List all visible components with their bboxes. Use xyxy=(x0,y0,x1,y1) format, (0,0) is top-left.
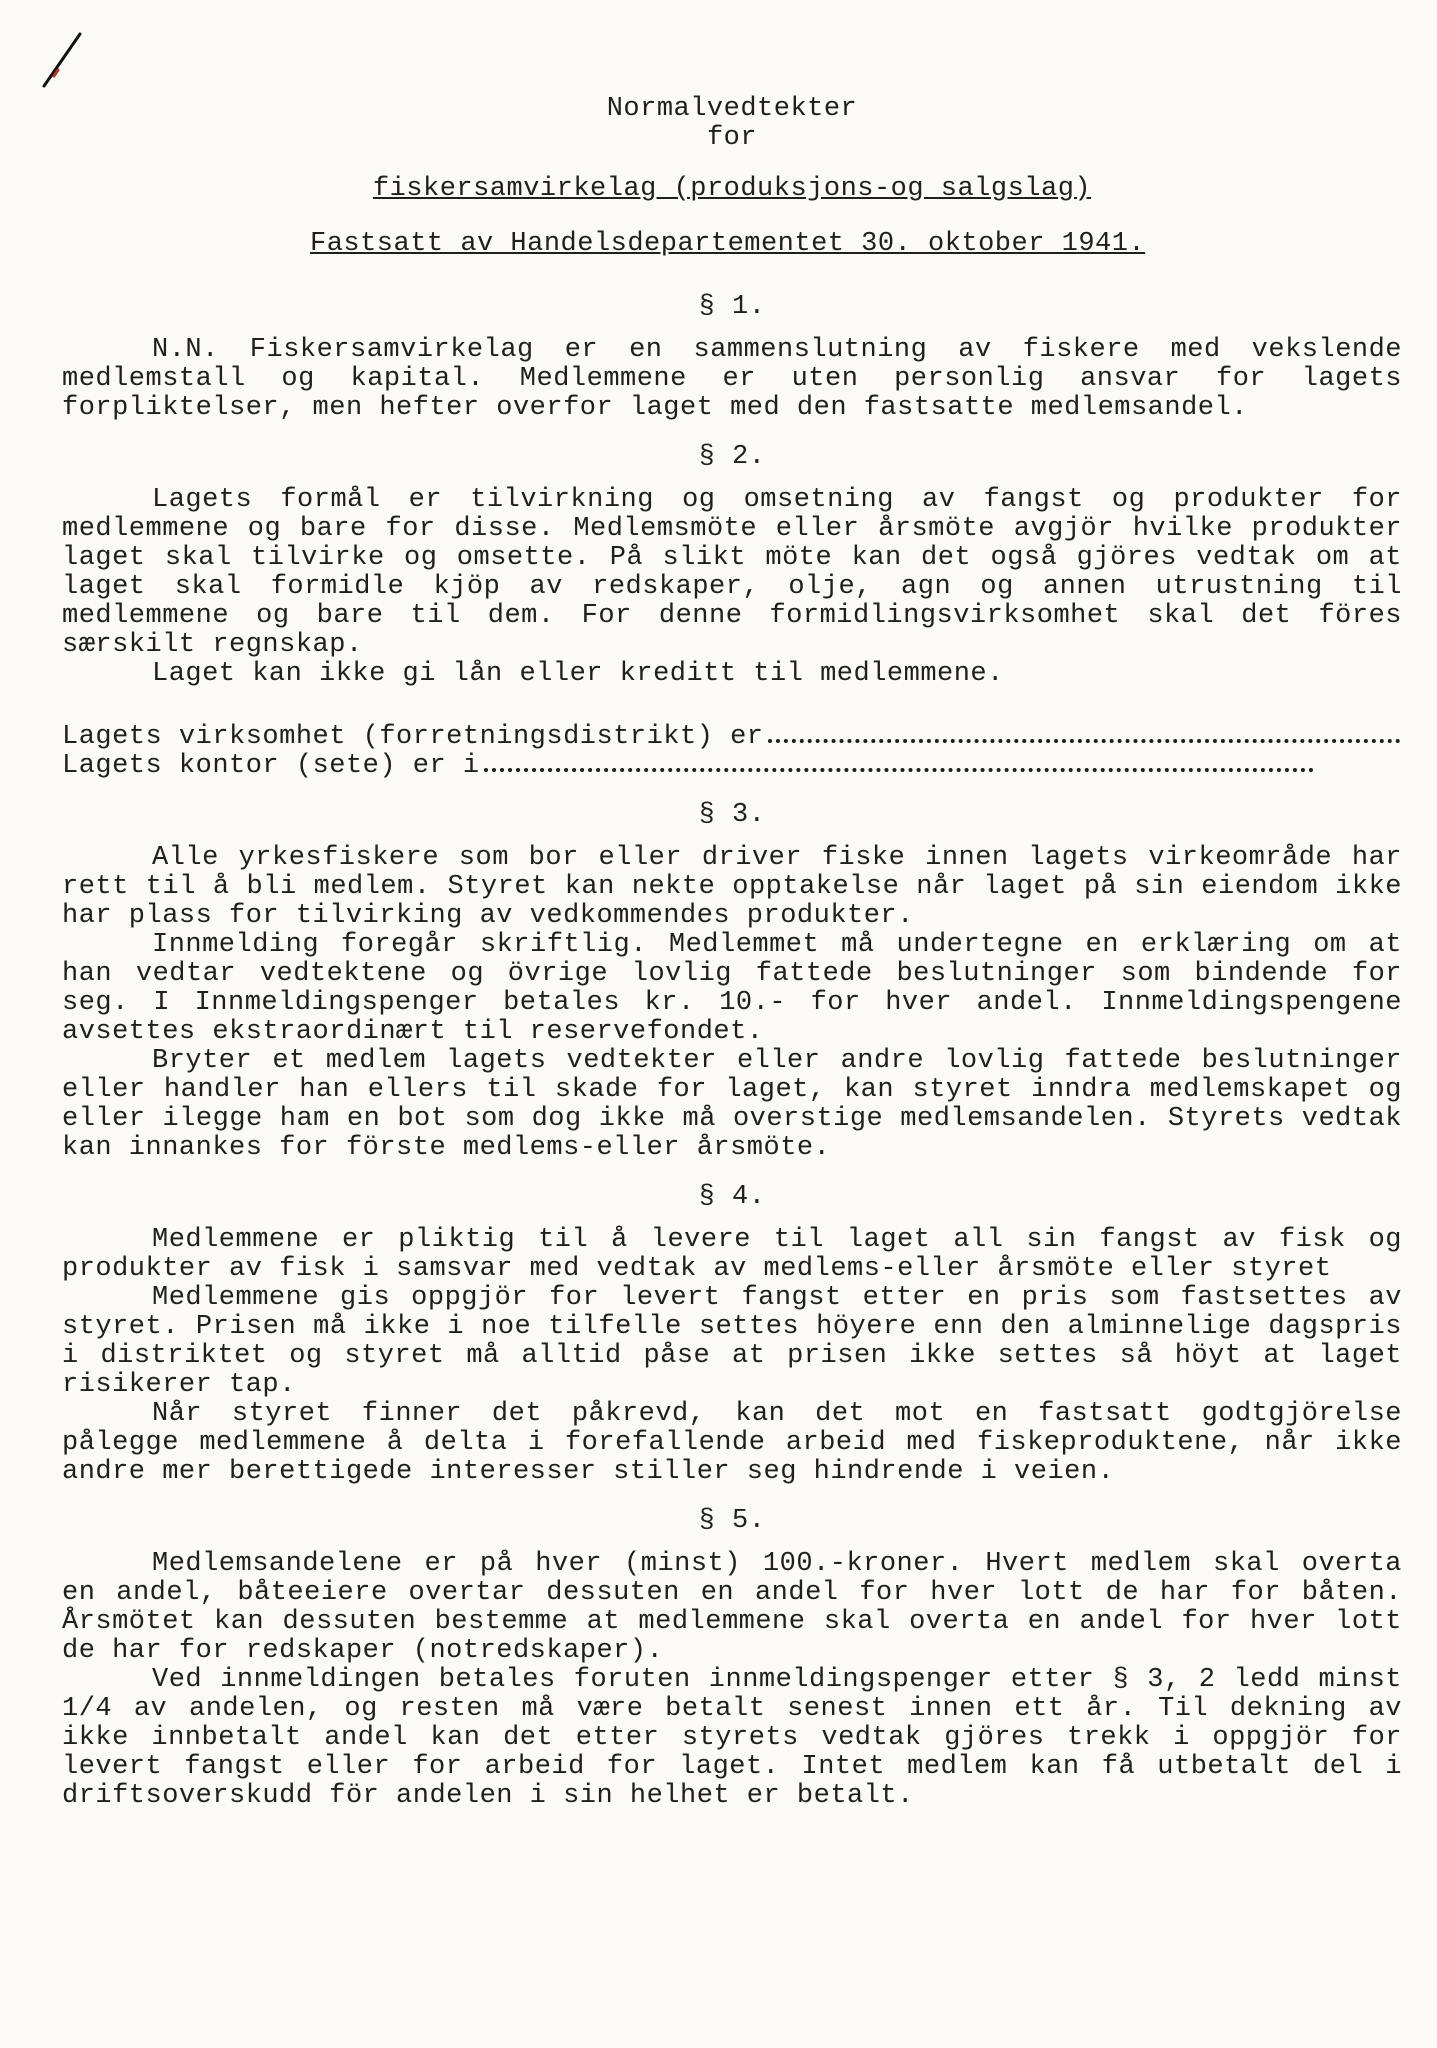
section-1-heading: § 1. xyxy=(698,292,766,322)
business-district-line xyxy=(62,723,1402,752)
section-2-heading: § 2. xyxy=(698,442,766,472)
section-3-paragraph-2: Innmelding foregår skriftlig. Medlemmet må undertegne en erklæring om at han vedtar vedtektene og övrige lovlig fattede beslutninger som bindende for seg. I Innmeldingspenger betales kr. 10.- for hver andel. Innmeldingspengene avsettes ekstraordinært til reservefondet. xyxy=(62,930,1402,1047)
office-seat-label: Lagets kontor (sete) er i xyxy=(62,752,480,781)
title-line-1: Normalvedtekter xyxy=(606,94,858,124)
typed-text-body xyxy=(62,95,1402,1811)
district-fields xyxy=(62,723,1402,781)
section-5-paragraph-1: Medlemsandelene er på hver (minst) 100.-kroner. Hvert medlem skal overta en andel, båteeiere overtar dessuten en andel for hver lott de har for båten. Årsmötet kan dessuten bestemme at medlemmene skal overta en andel for hver lott de har for redskaper (notredskaper). xyxy=(62,1549,1402,1666)
title-line-2: for xyxy=(706,123,758,153)
office-seat-line xyxy=(62,752,1402,781)
business-district-label: Lagets virksomhet (forretningsdistrikt) er xyxy=(62,723,764,752)
section-2-paragraph-1: Lagets formål er tilvirkning og omsetning av fangst og produkter for medlemmene og bare for disse. Medlemsmöte eller årsmöte avgjör hvilke produkter laget skal tilvirke og omsette. På slikt möte kan det også gjöres vedtak om at laget skal formidle kjöp av redskaper, olje, agn og annen utrustning til medlemmene og bare til dem. For denne formidlingsvirksomhet skal det föres særskilt regnskap. xyxy=(62,485,1402,660)
section-1-paragraph-1: N.N. Fiskersamvirkelag er en sammenslutning av fiskere med vekslende medlemstall og kapital. Medlemmene er uten personlig ansvar for lagets forpliktelser, men hefter overfor laget med den fastsatte medlemsandel. xyxy=(62,335,1402,423)
section-4-heading: § 4. xyxy=(698,1182,766,1212)
section-4-paragraph-2: Medlemmene gis oppgjör for levert fangst etter en pris som fastsettes av styret. Prisen må ikke i noe tilfelle settes höyere enn den alminnelige dagspris i distriktet og styret må alltid påse at prisen ikke settes så höyt at laget risikerer tap. xyxy=(62,1283,1402,1400)
title-line-4: Fastsatt av Handelsdepartementet 30. oktober 1941. xyxy=(310,229,1146,259)
title-line-3: fiskersamvirkelag (produksjons-og salgslag) xyxy=(372,174,1092,204)
section-3-heading: § 3. xyxy=(698,800,766,830)
section-2-paragraph-2: Laget kan ikke gi lån eller kreditt til medlemmene. xyxy=(152,659,1004,689)
section-4-paragraph-3: Når styret finner det påkrevd, kan det mot en fastsatt godtgjörelse pålegge medlemmene å delta i forefallende arbeid med fiskeproduktene, når ikke andre mer berettigede interesser stiller seg hindrende i veien. xyxy=(62,1399,1402,1487)
section-4-paragraph-1: Medlemmene er pliktig til å levere til laget all sin fangst av fisk og produkter av fisk i samsvar med vedtak av medlems-eller årsmöte eller styret xyxy=(62,1225,1402,1284)
business-district-blank xyxy=(768,725,1402,743)
section-3-paragraph-3: Bryter et medlem lagets vedtekter eller andre lovlig fattede beslutninger eller handler han ellers til skade for laget, kan styret inndra medlemskapet og eller ilegge ham en bot som dog ikke må overstige medlemsandelen. Styrets vedtak kan innankes for förste medlems-eller årsmöte. xyxy=(62,1046,1402,1163)
pen-stroke-mark xyxy=(40,30,100,90)
section-3-paragraph-1: Alle yrkesfiskere som bor eller driver fiske innen lagets virkeområde har rett til å bli medlem. Styret kan nekte opptakelse når laget på sin eiendom ikke har plass for tilvirking av vedkommendes produkter. xyxy=(62,843,1402,931)
office-seat-blank xyxy=(484,754,1314,772)
section-5-paragraph-2: Ved innmeldingen betales foruten innmeldingspenger etter § 3, 2 ledd minst 1/4 av andelen, og resten må være betalt senest innen ett år. Til dekning av ikke innbetalt andel kan det etter styrets vedtak gjöres trekk i oppgjör for levert fangst eller for arbeid for laget. Intet medlem kan få utbetalt del i driftsoverskudd för andelen i sin helhet er betalt. xyxy=(62,1665,1402,1811)
section-5-heading: § 5. xyxy=(698,1506,766,1536)
